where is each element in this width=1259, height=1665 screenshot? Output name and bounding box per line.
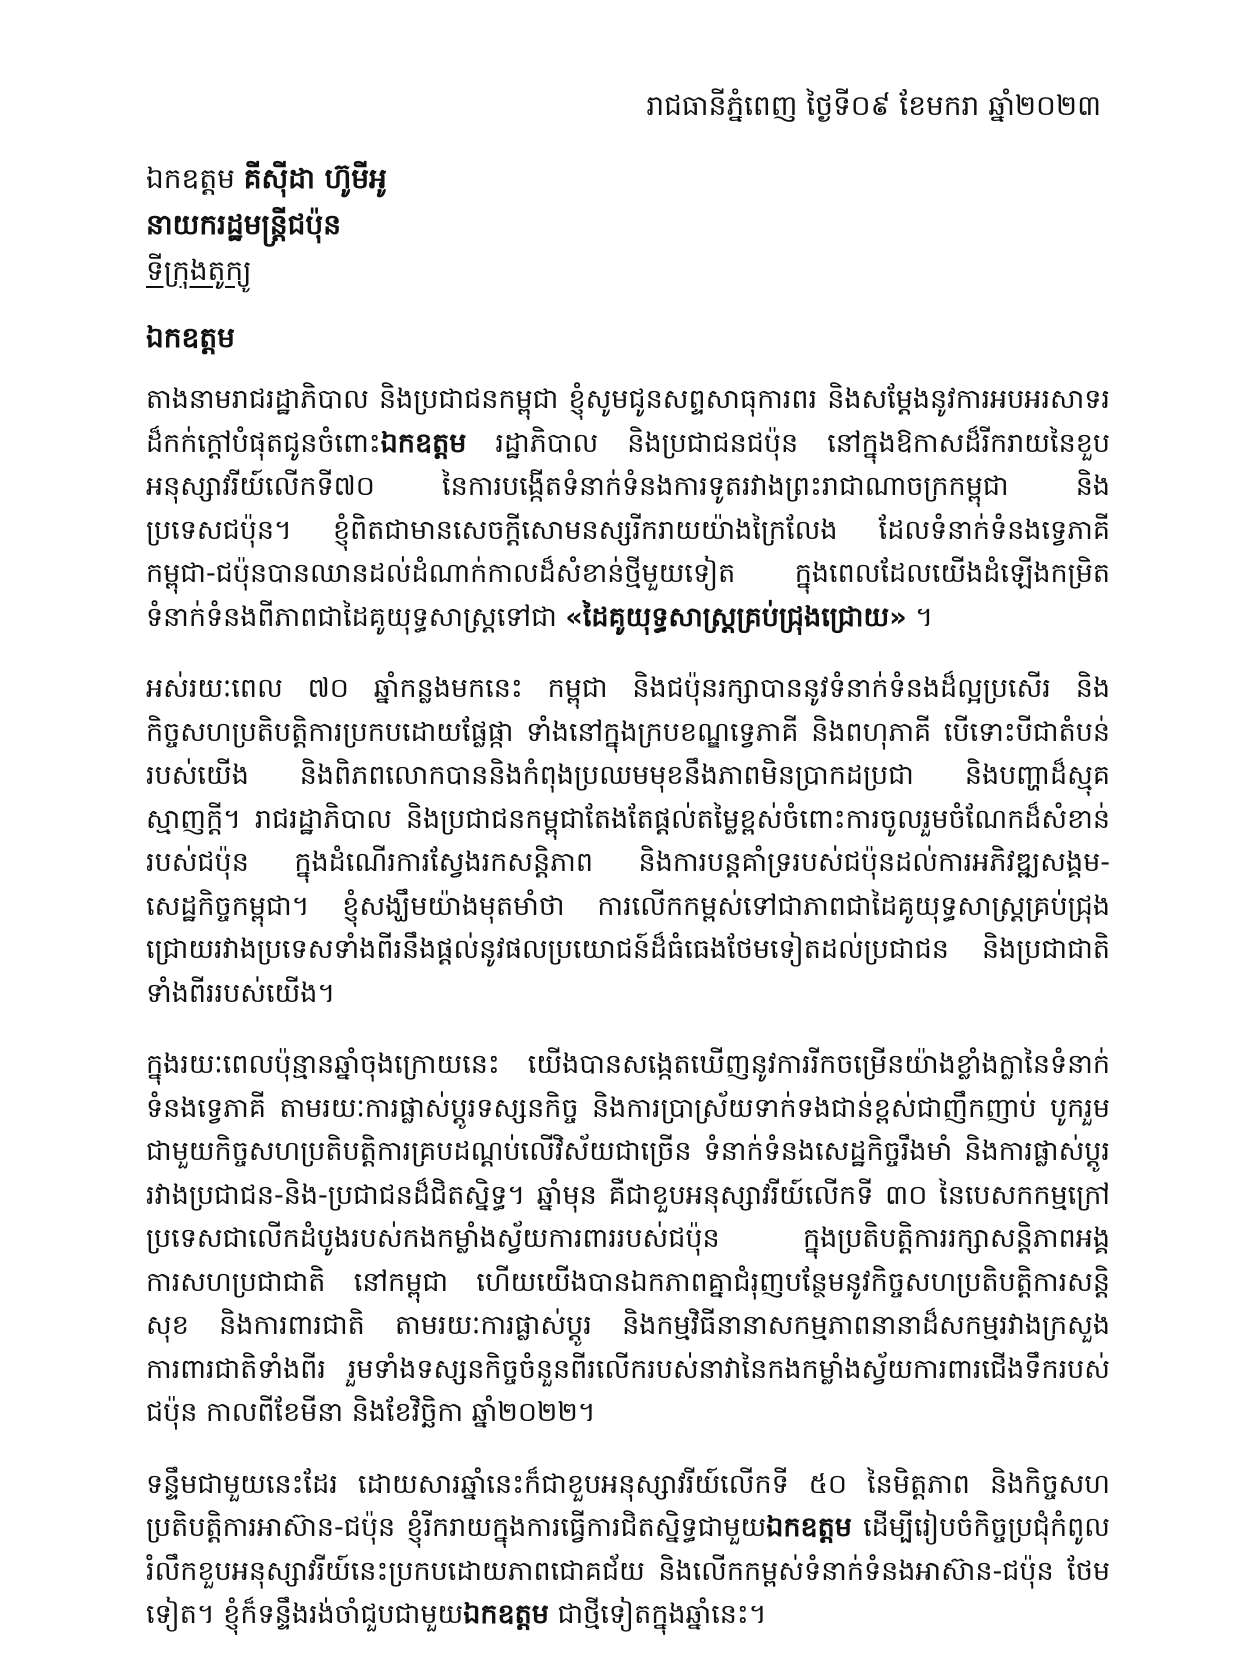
paragraph-4 (146, 1463, 1110, 1637)
paragraph-1-bold-b: «ដៃគូយុទ្ធសាស្ត្រគ្រប់ជ្រុងជ្រោយ» (565, 601, 907, 633)
paragraph-3 (146, 1043, 1110, 1435)
paragraph-4-bold-a: ឯកឧត្តម (766, 1512, 852, 1543)
recipient-city: ទីក្រុងតូក្យូ (146, 254, 252, 287)
paragraph-2 (146, 667, 1110, 1015)
paragraph-2-text: អស់រយៈពេល ៧០ ឆ្នាំកន្លងមកនេះ កម្ពុជា និងជប៉ុនរក្សាបាននូវទំនាក់ទំនងដ៏ល្អប្រសើរ និងកិច្ចសហប្រតិបត្តិការប្រកបដោយផ្លែផ្កា ទាំងនៅក្នុងក្របខណ្ឌទ្វេភាគី និងពហុភាគី បើទោះបីជាតំបន់របស់យើង និងពិភពលោកបាននិងកំពុងប្រឈមមុខនឹងភាពមិនប្រាកដប្រជា និងបញ្ហាដ៏ស្មុគស្មាញក្តី។ រាជរដ្ឋាភិបាល និងប្រជាជនកម្ពុជាតែងតែផ្តល់តម្លៃខ្ពស់ចំពោះការចូលរួមចំណែកដ៏សំខាន់របស់ជប៉ុន ក្នុងដំណើរការស្វែងរកសន្តិភាព និងការបន្តគាំទ្ររបស់ជប៉ុនដល់ការអភិវឌ្ឍសង្គម-សេដ្ឋកិច្ចកម្ពុជា។ ខ្ញុំសង្ឃឹមយ៉ាងមុតមាំថា ការលើកកម្ពស់ទៅជាភាពជាដៃគូយុទ្ធសាស្ត្រគ្រប់ជ្រុងជ្រោយរវាងប្រទេសទាំងពីរនឹងផ្តល់នូវផលប្រយោជន៍ដ៏ធំធេងថែមទៀតដល់ប្រជាជន និងប្រជាជាតិទាំងពីររបស់យើង។ (146, 673, 1110, 1009)
paragraph-4-bold-b: ឯកឧត្តម (463, 1599, 549, 1630)
paragraph-4-text-c: ជាថ្មីទៀតក្នុងឆ្នាំនេះ។ (548, 1599, 767, 1630)
paragraph-1-text-c: ។ (906, 601, 934, 633)
recipient-name-line (146, 156, 387, 202)
paragraph-4-text-a: ទន្ទឹមជាមួយនេះដែរ ដោយសារឆ្នាំនេះក៏ជាខួបអនុស្សាវរីយ៍លើកទី ៥០ នៃមិត្តភាព និងកិច្ចសហប្រតិបត្តិការអាស៊ាន-ជប៉ុន ខ្ញុំរីករាយក្នុងការធ្វើការជិតស្និទ្ធជាមួយ (146, 1468, 1110, 1543)
paragraph-4-text-b: ដើម្បីរៀបចំកិច្ចប្រជុំកំពូលរំលឹកខួបអនុស្សាវរីយ៍នេះប្រកបដោយភាពជោគជ័យ និងលើកកម្ពស់ទំនាក់ទំនងអាស៊ាន-ជប៉ុន ថែមទៀត។ ខ្ញុំក៏ទន្ទឹងរង់ចាំជួបជាមួយ (146, 1512, 1110, 1630)
recipient-honorific: ឯកឧត្តម (146, 162, 235, 195)
recipient-block (146, 156, 387, 294)
date-line: រាជធានីភ្នំពេញ ថ្ងៃទី០៩ ខែមករា ឆ្នាំ២០២៣ (646, 89, 1101, 122)
paragraph-1-text-a: តាងនាមរាជរដ្ឋាភិបាល និងប្រជាជនកម្ពុជា ខ្ញុំសូមជូនសព្ទសាធុការពរ និងសម្តែងនូវការអបអរសាទរដ៏កក់ក្តៅបំផុតជូនចំពោះ (146, 384, 1110, 459)
paragraph-1 (146, 378, 1110, 639)
recipient-name: គីស៊ីដា ហ៊ូមីអូ (243, 162, 387, 195)
salutation: ឯកឧត្តម (146, 321, 235, 354)
recipient-title: នាយករដ្ឋមន្ត្រីជប៉ុន (146, 208, 341, 241)
paragraph-1-bold-a: ឯកឧត្តម (380, 427, 467, 459)
letter-body (146, 378, 1110, 1665)
paragraph-1-text-b: រដ្ឋាភិបាល និងប្រជាជនជប៉ុន នៅក្នុងឱកាសដ៏រីករាយនៃខួបអនុស្សាវរីយ៍លើកទី៧០ នៃការបង្កើតទំនាក់ទំនងការទូតរវាងព្រះរាជាណាចក្រកម្ពុជា និងប្រទេសជប៉ុន។ ខ្ញុំពិតជាមានសេចក្តីសោមនស្សរីករាយយ៉ាងក្រៃលែង ដែលទំនាក់ទំនងទ្វេភាគីកម្ពុជា-ជប៉ុនបានឈានដល់ដំណាក់កាលដ៏សំខាន់ថ្មីមួយទៀត ក្នុងពេលដែលយើងដំឡើងកម្រិតទំនាក់ទំនងពីភាពជាដៃគូយុទ្ធសាស្ត្រទៅជា (146, 427, 1110, 633)
paragraph-3-text: ក្នុងរយៈពេលប៉ុន្មានឆ្នាំចុងក្រោយនេះ យើងបានសង្កេតឃើញនូវការរីកចម្រើនយ៉ាងខ្លាំងក្លានៃទំនាក់ទំនងទ្វេភាគី តាមរយៈការផ្លាស់ប្តូរទស្សនកិច្ច និងការប្រាស្រ័យទាក់ទងជាន់ខ្ពស់ជាញឹកញាប់ បូករួមជាមួយកិច្ចសហប្រតិបត្តិការគ្របដណ្តប់លើវិស័យជាច្រើន ទំនាក់ទំនងសេដ្ឋកិច្ចរឹងមាំ និងការផ្លាស់ប្តូររវាងប្រជាជន-និង-ប្រជាជនដ៏ជិតស្និទ្ធ។ ឆ្នាំមុន គឺជាខួបអនុស្សាវរីយ៍លើកទី ៣០ នៃបេសកកម្មក្រៅប្រទេសជាលើកដំបូងរបស់កងកម្លាំងស្វ័យការពាររបស់ជប៉ុន ក្នុងប្រតិបត្តិការរក្សាសន្តិភាពអង្គការសហប្រជាជាតិ នៅកម្ពុជា ហើយយើងបានឯកភាពគ្នាជំរុញបន្ថែមនូវកិច្ចសហប្រតិបត្តិការសន្តិសុខ និងការពារជាតិ តាមរយៈការផ្លាស់ប្តូរ និងកម្មវិធីនានាសកម្មភាពនានាដ៏សកម្មរវាងក្រសួងការពារជាតិទាំងពីរ រួមទាំងទស្សនកិច្ចចំនួនពីរលើករបស់នាវានៃកងកម្លាំងស្វ័យការពារជើងទឹករបស់ជប៉ុន កាលពីខែមីនា និងខែវិច្ឆិកា ឆ្នាំ២០២២។ (146, 1049, 1110, 1428)
